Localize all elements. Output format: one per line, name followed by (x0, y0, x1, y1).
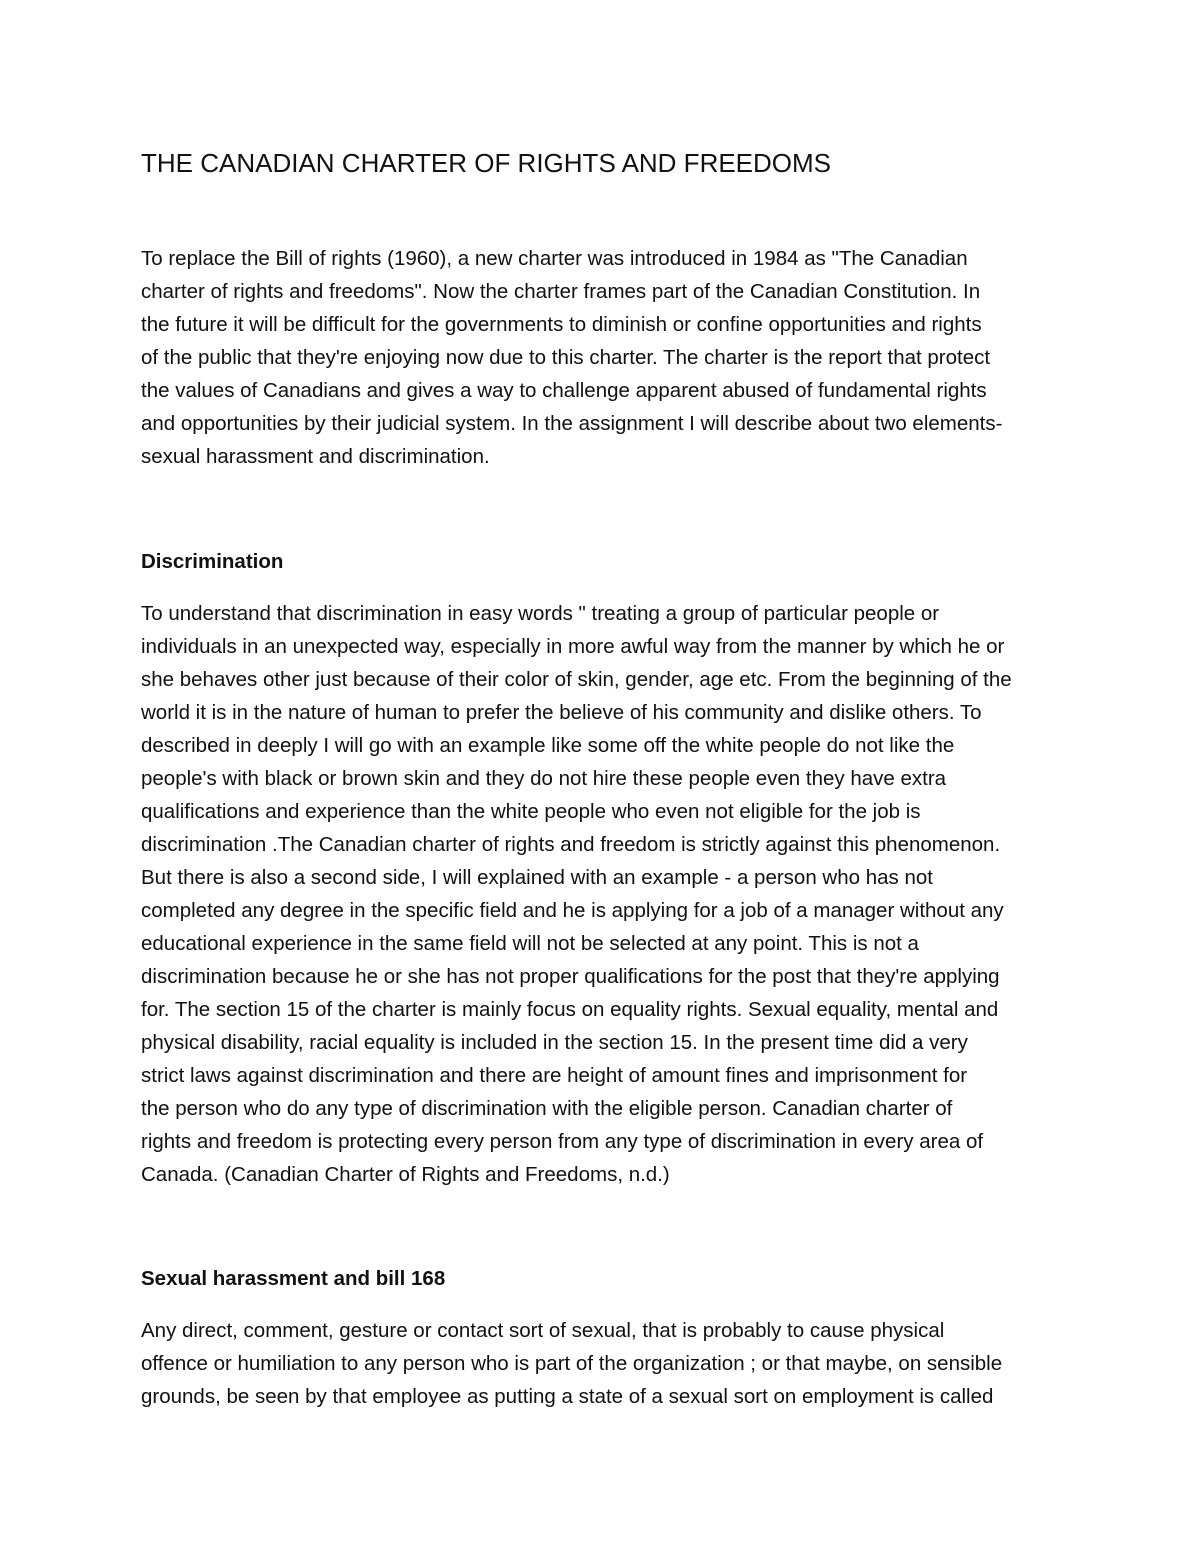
harassment-paragraph (141, 1314, 1061, 1413)
text-line: discrimination .The Canadian charter of rights and freedom is strictly against this phenomenon. (141, 833, 1001, 856)
harassment-heading: Sexual harassment and bill 168 (141, 1267, 446, 1290)
text-line: for. The section 15 of the charter is mainly focus on equality rights. Sexual equality, mental and (141, 998, 999, 1021)
text-line: discrimination because he or she has not proper qualifications for the post that they're applying (141, 965, 1000, 988)
text-line: grounds, be seen by that employee as putting a state of a sexual sort on employment is called (141, 1385, 994, 1408)
discrimination-paragraph (141, 597, 1061, 1191)
text-line: people's with black or brown skin and they do not hire these people even they have extra (141, 767, 947, 790)
text-line: described in deeply I will go with an example like some off the white people do not like the (141, 734, 955, 757)
text-line: she behaves other just because of their color of skin, gender, age etc. From the beginning of the (141, 668, 1012, 691)
text-line: To understand that discrimination in easy words " treating a group of particular people or (141, 602, 940, 625)
text-line: physical disability, racial equality is included in the section 15. In the present time did a very (141, 1031, 968, 1054)
text-line: charter of rights and freedoms". Now the charter frames part of the Canadian Constitution. In (141, 280, 981, 303)
text-line: world it is in the nature of human to prefer the believe of his community and dislike others. To (141, 701, 982, 724)
document-title: THE CANADIAN CHARTER OF RIGHTS AND FREEDOMS (141, 148, 832, 178)
text-line: To replace the Bill of rights (1960), a new charter was introduced in 1984 as "The Canadian (141, 247, 968, 270)
text-line: rights and freedom is protecting every person from any type of discrimination in every area of (141, 1130, 984, 1153)
text-line: completed any degree in the specific field and he is applying for a job of a manager without any (141, 899, 1004, 922)
text-line: the person who do any type of discrimination with the eligible person. Canadian charter of (141, 1097, 953, 1120)
text-line: of the public that they're enjoying now due to this charter. The charter is the report that protect (141, 346, 991, 369)
text-line: But there is also a second side, I will explained with an example - a person who has not (141, 866, 933, 889)
text-line: educational experience in the same field will not be selected at any point. This is not a (141, 932, 919, 955)
text-line: sexual harassment and discrimination. (141, 445, 490, 468)
text-line: Any direct, comment, gesture or contact sort of sexual, that is probably to cause physical (141, 1319, 945, 1342)
text-line: strict laws against discrimination and there are height of amount fines and imprisonment for (141, 1064, 968, 1087)
text-line: individuals in an unexpected way, especially in more awful way from the manner by which he or (141, 635, 1005, 658)
text-line: offence or humiliation to any person who is part of the organization ; or that maybe, on sensible (141, 1352, 1003, 1375)
discrimination-heading: Discrimination (141, 550, 284, 573)
text-line: the values of Canadians and gives a way to challenge apparent abused of fundamental rights (141, 379, 987, 402)
text-line: qualifications and experience than the white people who even not eligible for the job is (141, 800, 921, 823)
text-line: the future it will be difficult for the governments to diminish or confine opportunities and rights (141, 313, 982, 336)
text-line: Canada. (Canadian Charter of Rights and Freedoms, n.d.) (141, 1163, 670, 1186)
text-line: and opportunities by their judicial system. In the assignment I will describe about two elements- (141, 412, 1003, 435)
intro-paragraph (141, 242, 1061, 473)
